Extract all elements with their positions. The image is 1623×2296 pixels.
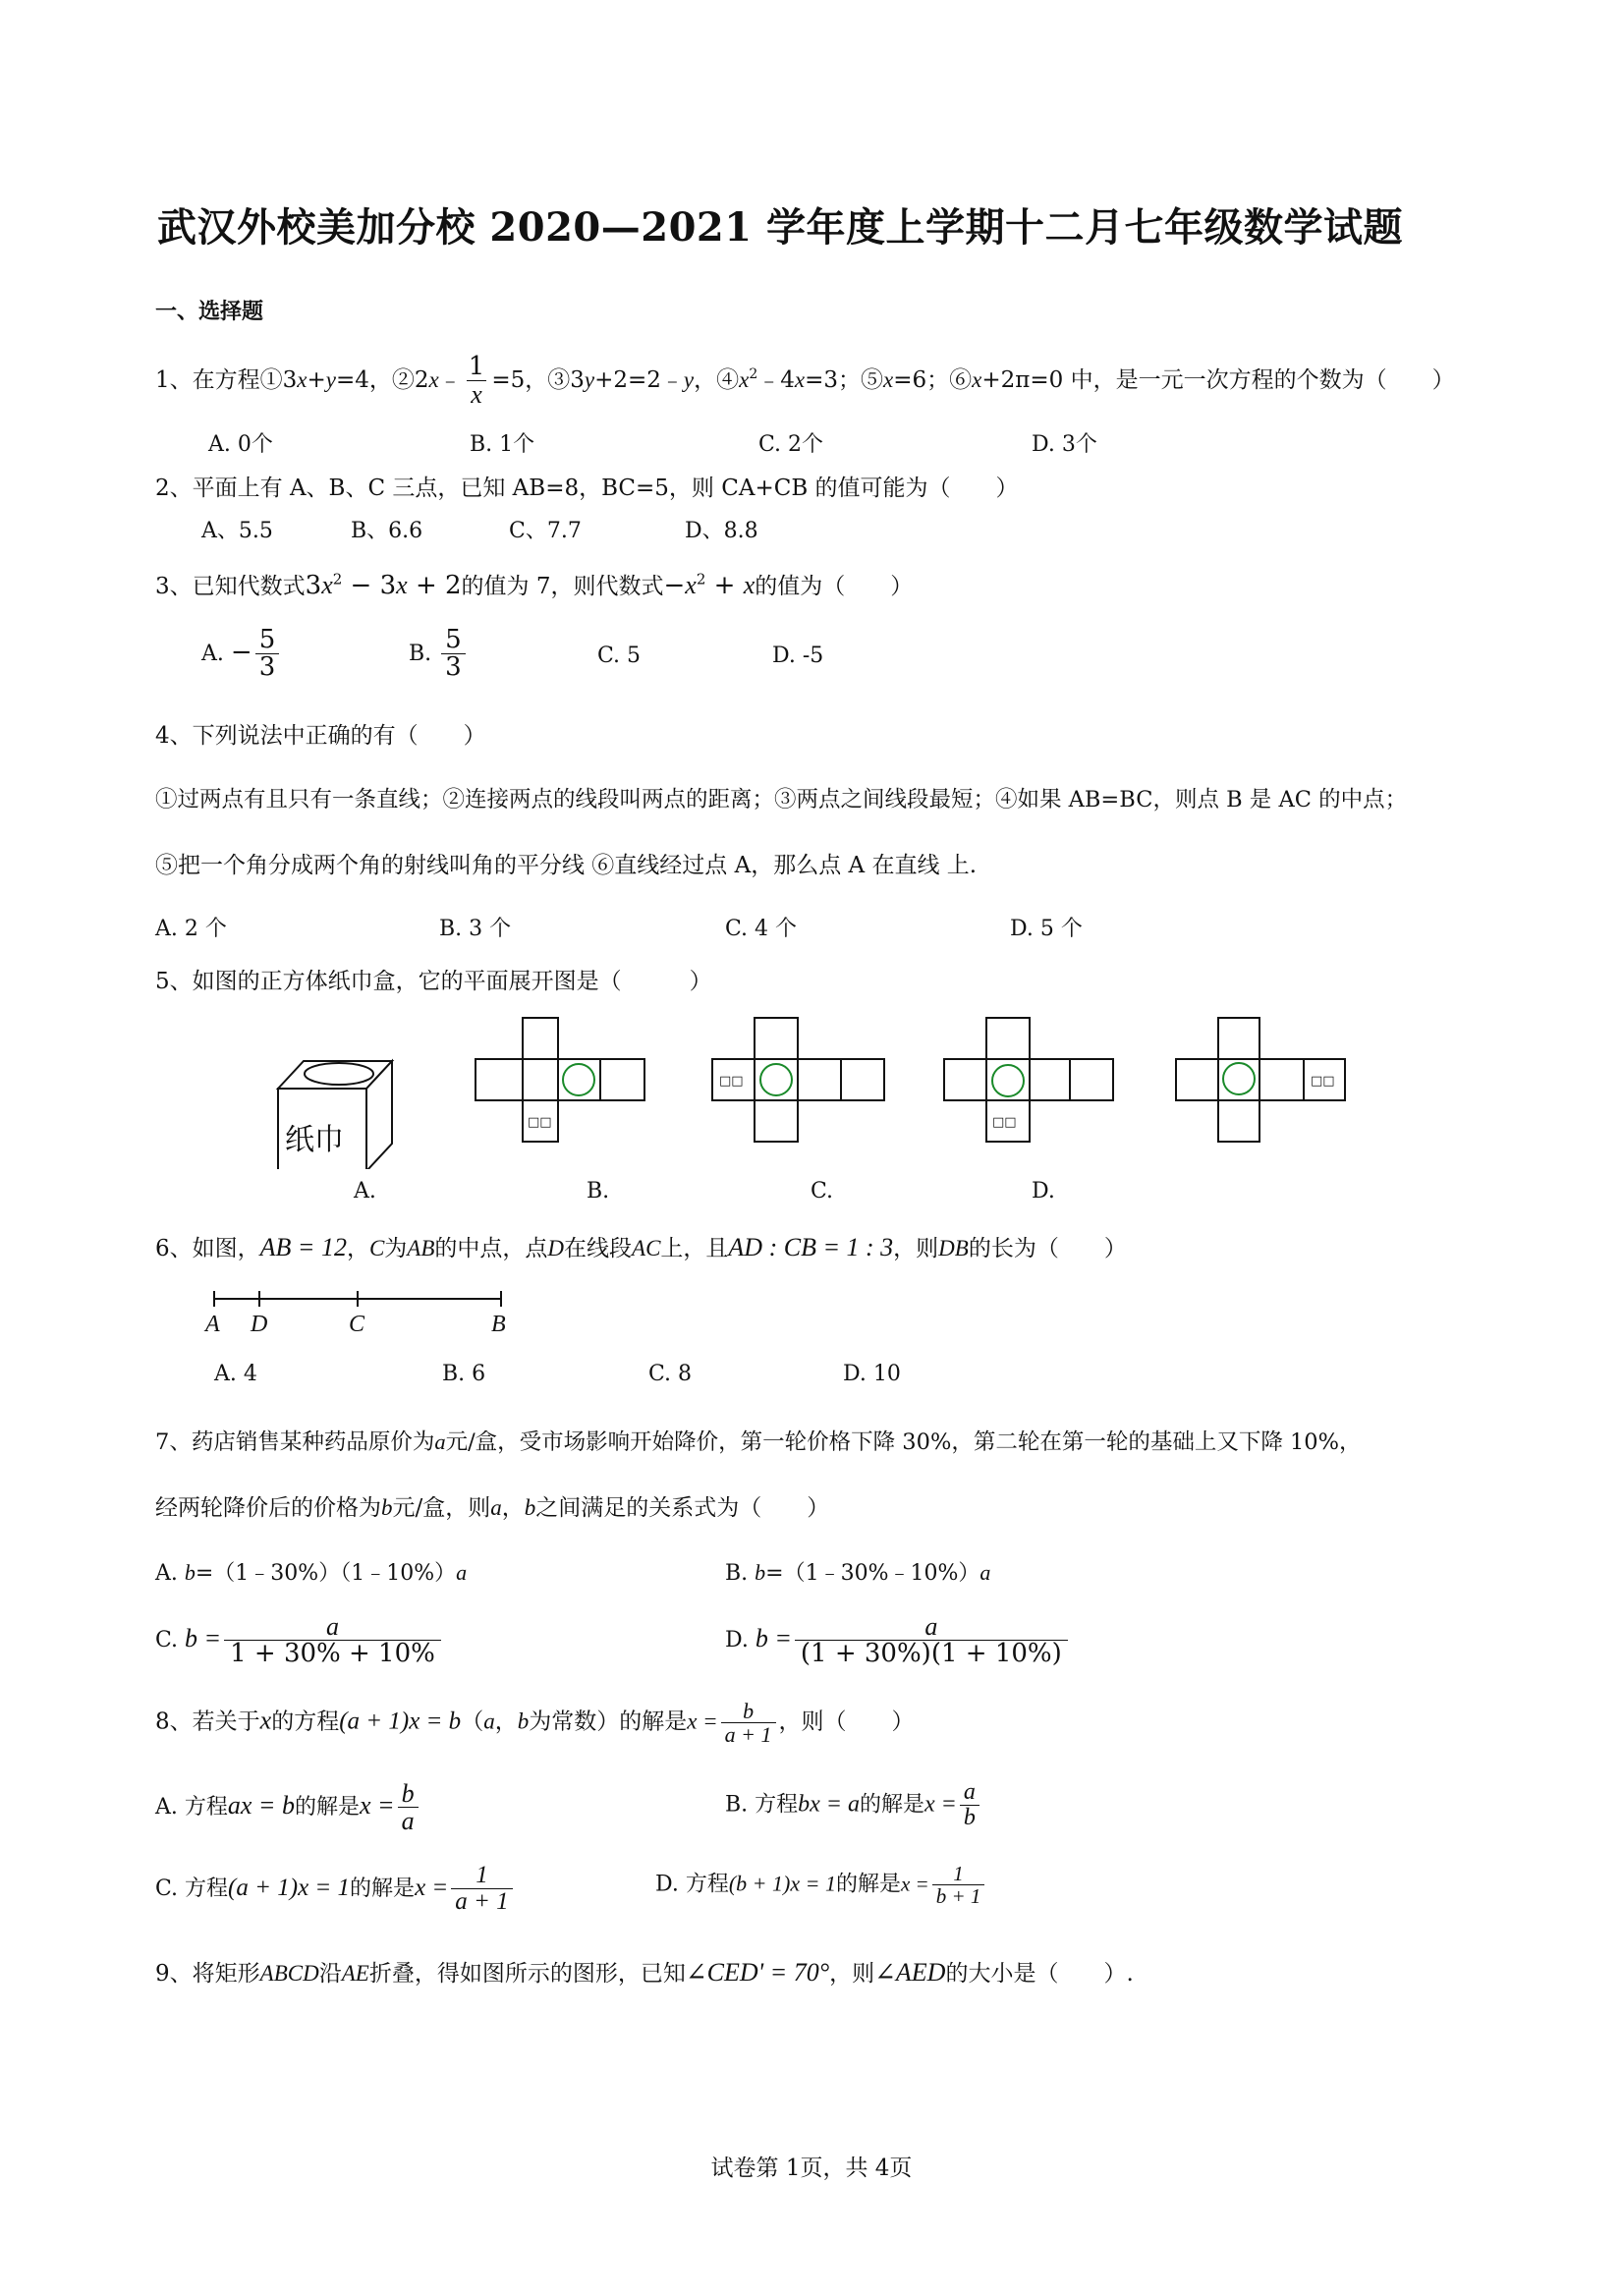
q8-option-b: B. 方程bx = a的解是x = $\frac{a}{b}$ [725,1780,982,1830]
question-4: 4、下列说法中正确的有（ ） [155,723,486,749]
tissue-box-figure [278,1061,392,1169]
question-7-line-1: 7、药店销售某种药品原价为a元/盒，受市场影响开始降价，第一轮价格下降 30%，第二轮在第一轮的基础上又下降 10%， [155,1429,1362,1455]
q6-option-b: B. 6 [442,1362,486,1386]
q2-option-a: A、5.5 [201,519,273,543]
question-7-line-2: 经两轮降价后的价格为b元/盒，则a，b之间满足的关系式为（ ） [155,1495,830,1521]
q5-label-b: B. [587,1179,610,1204]
q8-option-d: D. 方程(b + 1)x = 1的解是x = $\frac{1}{b + 1}$ [655,1863,987,1907]
q7-option-d: D. b = $\frac{a}{(1 + 30\%)(1 + 10\%)}$ [725,1613,1071,1668]
question-3: 3、已知代数式$3x^2 - 3x + 2$的值为 7，则代数式$-x^2 + x$的值为（ ） [155,570,914,600]
q1-option-a: A. 0个 [208,432,273,457]
q3-option-c: C. 5 [597,644,642,668]
tissue-box-label: 纸巾 [285,1123,344,1157]
q5-label-c: C. [811,1179,834,1204]
q5-figure [0,1002,1623,1169]
section-heading: 一、选择题 [155,299,264,324]
q8-option-a: A. 方程ax = b的解是x = $\frac{b}{a}$ [155,1780,421,1835]
q6-option-c: C. 8 [648,1362,693,1386]
q6-segment-figure [196,1277,531,1346]
q1-option-b: B. 1个 [470,432,535,457]
question-8: 8、若关于x的方程(a + 1)x = b（a，b为常数）的解是x = $\frac{b}{a + 1}$ ，则（ ） [155,1699,915,1748]
net-e-mark: □□ [1311,1074,1335,1089]
net-option-c [712,1018,884,1142]
net-b-mark: □□ [528,1115,552,1130]
point-c-label: C [349,1312,365,1337]
question-6: 6、如图，AB = 12，C为AB的中点，点D在线段AC上，且AD : CB = 1 : 3，则DB的长为（ ） [155,1233,1127,1261]
q2-option-c: C、7.7 [509,519,582,543]
q8-option-c: C. 方程(a + 1)x = 1的解是x = $\frac{1}{a + 1}$ [155,1863,516,1916]
net-c-mark: □□ [719,1074,744,1089]
q7-option-c: C. b = $\frac{a}{1 + 30\% + 10\%}$ [155,1613,444,1668]
q2-option-d: D、8.8 [685,519,758,543]
q4-statement-line-2: ⑤把一个角分成两个角的射线叫角的平分线 ⑥直线经过点 A，那么点 A 在直线 上. [155,853,978,878]
page-title: 武汉外校美加分校 2020—2021 学年度上学期十二月七年级数学试题 [157,204,1404,251]
q1-option-c: C. 2个 [758,432,824,457]
q3-option-b: B. $\frac{5}{3}$ [409,627,469,682]
question-9: 9、将矩形ABCD沿AE折叠，得如图所示的图形，已知∠CED' = 70°，则∠AED的大小是（ ）. [155,1958,1134,1987]
q4-option-d: D. 5 个 [1010,917,1083,941]
point-d-label: D [251,1312,268,1337]
q3-option-a: A. − $\frac{5}{3}$ [201,627,282,682]
q7-option-a: A. b=（1﹣30%）（1﹣10%）a [155,1560,468,1586]
q3-option-d: D. -5 [772,644,824,668]
question-5: 5、如图的正方体纸巾盒，它的平面展开图是（ ） [155,969,712,994]
q2-option-b: B、6.6 [351,519,423,543]
q1-option-d: D. 3个 [1032,432,1097,457]
point-a-label: A [205,1312,220,1337]
q6-option-d: D. 10 [843,1362,901,1386]
net-d-mark: □□ [992,1115,1017,1130]
net-option-e [1176,1018,1345,1142]
point-b-label: B [491,1312,506,1337]
question-1: 1、在方程①3x+y=4，②2x﹣ $\frac{1}{x}$ =5，③3y+2=2﹣y，$④x^2﹣4x=3$；⑤x=6；⑥x+2π=0 中，是一元一次方程的个数为（ ） [155,352,1455,410]
q4-option-b: B. 3 个 [439,917,512,941]
q4-statement-line-1: ①过两点有且只有一条直线；②连接两点的线段叫两点的距离；③两点之间线段最短；④如果 AB=BC，则点 B 是 AC 的中点； [155,787,1408,812]
q5-label-d: D. [1032,1179,1055,1204]
q4-option-a: A. 2 个 [155,917,227,941]
q4-option-c: C. 4 个 [725,917,798,941]
net-option-b [476,1018,644,1142]
q5-label-a: A. [354,1179,376,1204]
q7-option-b: B. b=（1﹣30%﹣10%）a [725,1560,991,1586]
q6-option-a: A. 4 [214,1362,257,1386]
fraction: $\frac{1}{x}$ [468,352,485,410]
question-2: 2、平面上有 A、B、C 三点，已知 AB=8，BC=5，则 CA+CB 的值可能为（ ） [155,476,1019,501]
page-footer: 试卷第 1页，共 4页 [710,2156,913,2181]
net-option-d [944,1018,1113,1142]
